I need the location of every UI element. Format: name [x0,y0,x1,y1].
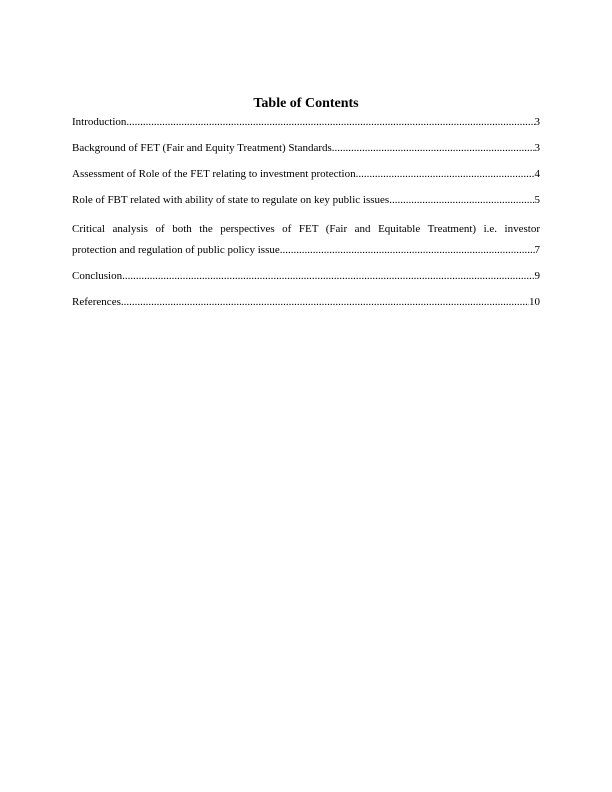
dot-leader [389,192,534,208]
toc-entry-page: 3 [534,142,540,154]
dot-leader [121,294,529,310]
toc-entry-label: Introduction [72,116,127,128]
dot-leader [332,140,535,156]
toc-title: Table of Contents [253,96,359,111]
toc-entry-references[interactable] [72,294,540,310]
toc-entry-page: 7 [534,244,540,256]
toc-entry-label: Assessment of Role of the FET relating to investment protection [72,168,356,180]
dot-leader [356,166,535,182]
toc-entry-role-of-fbt[interactable] [72,192,540,208]
toc-entry-label-line1: Critical analysis of both the perspectives of FET (Fair and Equitable Treatment) i.e. investor [72,223,540,235]
dot-leader [280,242,535,258]
table-of-contents [72,114,540,320]
toc-entry-label: References [72,296,121,308]
dot-leader [122,268,534,284]
toc-entry-conclusion[interactable] [72,268,540,284]
toc-entry-background[interactable] [72,140,540,156]
dot-leader [126,114,534,130]
toc-entry-critical-analysis[interactable] [72,218,540,258]
toc-entry-line2 [72,240,540,258]
toc-entry-label: Conclusion [72,270,123,282]
toc-entry-label: Role of FBT related with ability of state to regulate on key public issues [72,194,390,206]
toc-entry-introduction[interactable] [72,114,540,130]
toc-entry-page: 4 [534,168,540,180]
toc-entry-label-line2: protection and regulation of public policy issue [72,244,280,256]
toc-entry-label: Background of FET (Fair and Equity Treatment) Standards [72,142,332,154]
toc-entry-page: 9 [534,270,540,282]
toc-entry-page: 5 [534,194,540,206]
toc-entry-page: 3 [534,116,540,128]
toc-entry-assessment[interactable] [72,166,540,182]
toc-entry-page: 10 [529,296,540,308]
